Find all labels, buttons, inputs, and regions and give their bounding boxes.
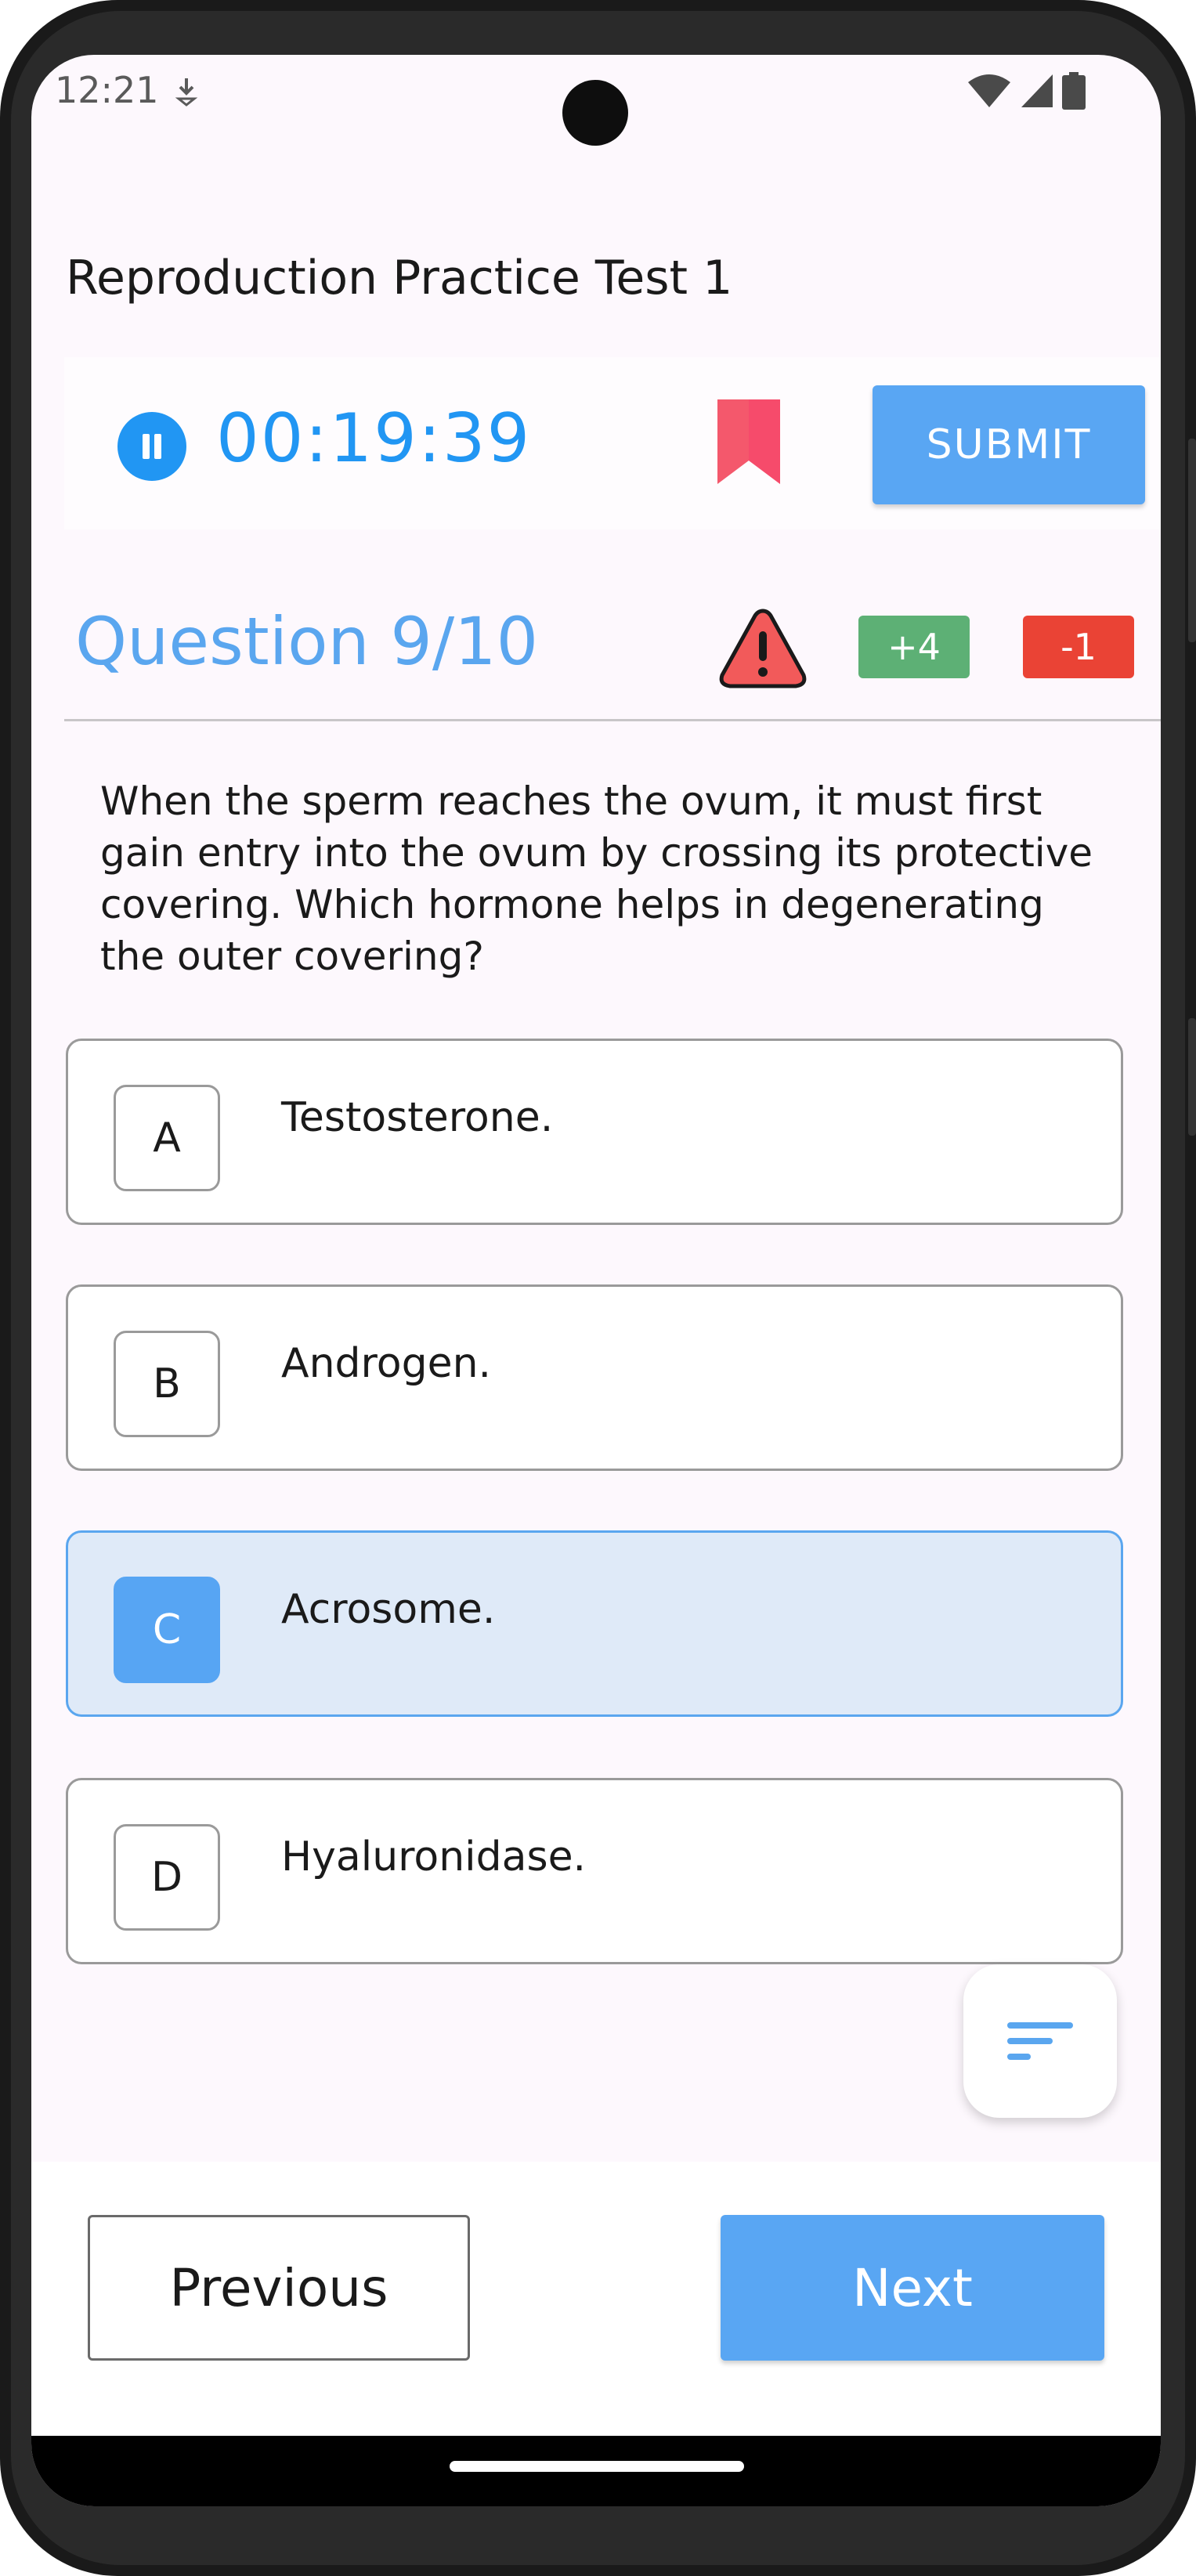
warning-icon[interactable] bbox=[719, 608, 807, 689]
option-text: Testosterone. bbox=[281, 1094, 554, 1141]
power-button bbox=[1188, 1018, 1196, 1136]
timer-display: 00:19:39 bbox=[216, 399, 532, 478]
option-letter: D bbox=[114, 1824, 220, 1931]
option-text: Acrosome. bbox=[281, 1586, 496, 1633]
option-d[interactable] bbox=[66, 1778, 1123, 1964]
home-gesture-bar[interactable] bbox=[450, 2461, 744, 2472]
option-letter: B bbox=[114, 1331, 220, 1437]
option-text: Androgen. bbox=[281, 1340, 492, 1387]
front-camera bbox=[562, 80, 628, 146]
status-time: 12:21 bbox=[55, 69, 159, 111]
download-status-icon bbox=[171, 75, 202, 107]
status-icons bbox=[967, 72, 1086, 110]
page-title: Reproduction Practice Test 1 bbox=[66, 251, 733, 305]
option-a[interactable] bbox=[66, 1039, 1123, 1225]
question-list-button[interactable] bbox=[963, 1964, 1117, 2118]
option-c[interactable] bbox=[66, 1530, 1123, 1717]
option-letter: C bbox=[114, 1577, 220, 1683]
bookmark-icon[interactable] bbox=[717, 399, 780, 484]
app-screen bbox=[31, 55, 1161, 2506]
negative-marks-badge: -1 bbox=[1023, 616, 1134, 678]
question-text: When the sperm reaches the ovum, it must first gain entry into the ovum by crossing its protective covering. Which hormone helps in degenerating the outer covering? bbox=[100, 779, 1093, 979]
option-text: Hyaluronidase. bbox=[281, 1834, 587, 1881]
wifi-icon bbox=[967, 73, 1012, 109]
submit-button[interactable]: SUBMIT bbox=[873, 385, 1145, 504]
previous-button[interactable]: Previous bbox=[88, 2215, 470, 2361]
positive-marks-badge: +4 bbox=[858, 616, 970, 678]
next-button[interactable]: Next bbox=[721, 2215, 1104, 2361]
pause-icon[interactable] bbox=[117, 412, 186, 481]
volume-button bbox=[1188, 439, 1196, 642]
option-letter: A bbox=[114, 1085, 220, 1191]
divider bbox=[64, 719, 1161, 721]
battery-icon bbox=[1062, 72, 1086, 110]
option-b[interactable] bbox=[66, 1284, 1123, 1471]
signal-icon bbox=[1020, 73, 1054, 109]
question-number: Question 9/10 bbox=[75, 603, 539, 680]
